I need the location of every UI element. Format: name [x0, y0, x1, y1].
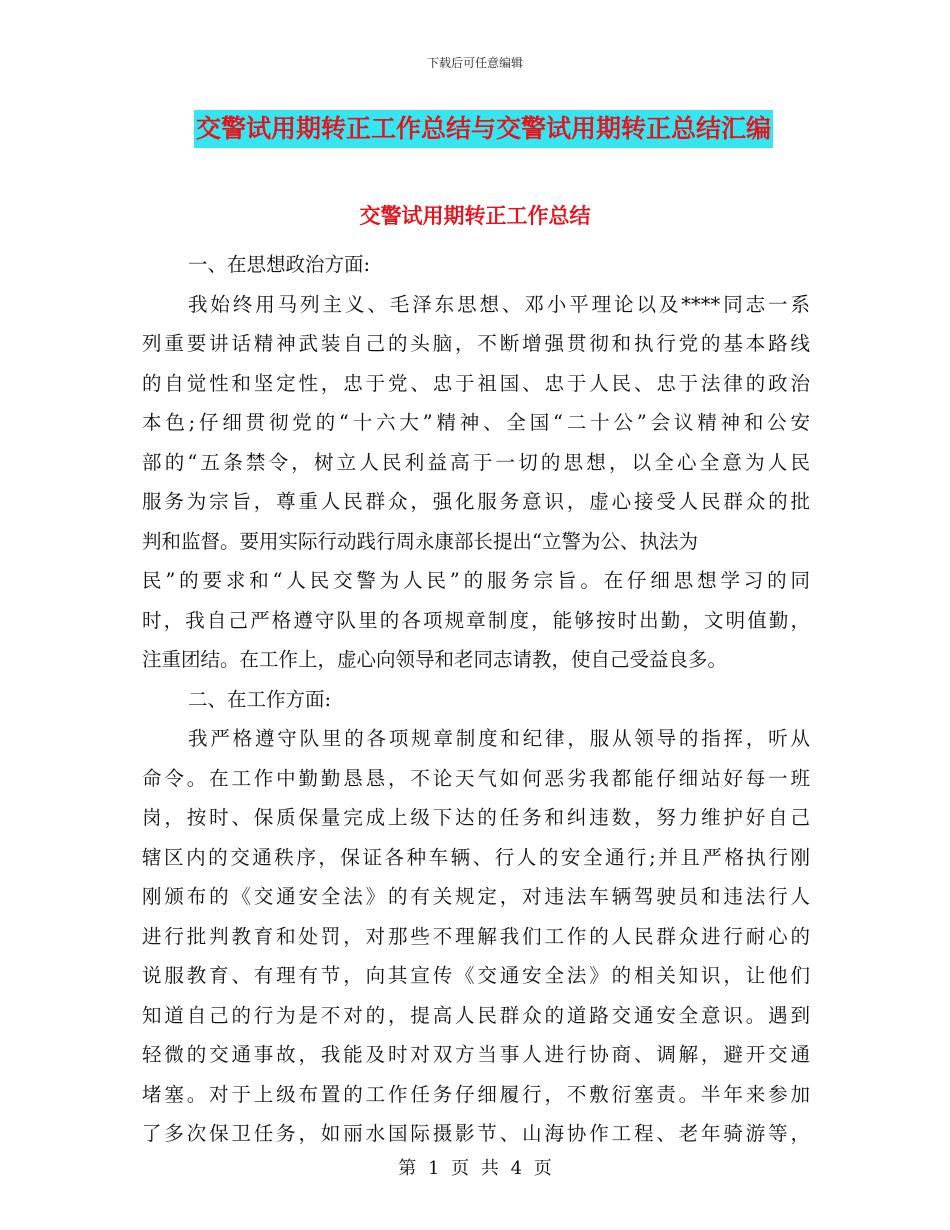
- text-line: 说服教育、有理有节，向其宣传《交通安全法》的相关知识，让他们: [142, 964, 810, 987]
- text-line: 命令。在工作中勤勤恳恳，不论天气如何恶劣我都能仔细站好每一班: [142, 766, 810, 790]
- text-line: 本色;仔细贯彻党的“十六大”精神、全国“二十公”会议精神和公安: [142, 411, 810, 434]
- section-title: 交警试用期转正工作总结: [359, 204, 591, 228]
- text-line: 刚颁布的《交通安全法》的有关规定，对违法车辆驾驶员和违法行人: [142, 885, 810, 908]
- text-line: 辖区内的交通秩序，保证各种车辆、行人的安全通行;并且严格执行刚: [142, 845, 810, 869]
- text-line: 民”的要求和“人民交警为人民”的服务宗旨。在仔细思想学习的同: [142, 569, 810, 592]
- text-line: 我严格遵守队里的各项规章制度和纪律，服从领导的指挥，听从: [188, 727, 810, 750]
- text-line: 服务为宗旨，尊重人民群众，强化服务意识，虚心接受人民群众的批: [142, 490, 810, 513]
- text-line: 知道自己的行为是不对的，提高人民群众的道路交通安全意识。遇到: [142, 1003, 810, 1027]
- page-footer: 第 1 页 共 4 页: [398, 1158, 552, 1179]
- text-line: 注重团结。在工作上，虚心向领导和老同志请教，使自己受益良多。: [142, 648, 728, 671]
- text-line: 二、在工作方面:: [188, 687, 332, 711]
- text-line: 堵塞。对于上级布置的工作任务仔细履行，不敷衍塞责。半年来参加: [142, 1082, 810, 1106]
- document-title: 交警试用期转正工作总结与交警试用期转正总结汇编: [194, 110, 773, 148]
- body-text: [142, 245, 810, 1154]
- text-line: 了多次保卫任务，如丽水国际摄影节、山海协作工程、老年骑游等，: [142, 1122, 810, 1145]
- text-line: 列重要讲话精神武装自己的头脑，不断增强贯彻和执行党的基本路线: [142, 332, 810, 355]
- text-line: 进行批判教育和处罚，对那些不理解我们工作的人民群众进行耐心的: [142, 924, 810, 948]
- text-line: 部的“五条禁令，树立人民利益高于一切的思想，以全心全意为人民: [142, 450, 810, 474]
- text-line: 轻微的交通事故，我能及时对双方当事人进行协商、调解，避开交通: [142, 1043, 810, 1066]
- header-note: 下载后可任意编辑: [426, 56, 523, 70]
- text-line: 时，我自己严格遵守队里的各项规章制度，能够按时出勤，文明值勤，: [142, 608, 810, 632]
- text-line: 的自觉性和坚定性，忠于党、忠于祖国、忠于人民、忠于法律的政治: [142, 371, 810, 395]
- text-line: 岗，按时、保质保量完成上级下达的任务和纠违数，努力维护好自己: [142, 806, 810, 829]
- text-line: 判和监督。要用实际行动践行周永康部长提出“立警为公、执法为: [142, 529, 698, 553]
- text-line: 一、在思想政治方面:: [188, 253, 371, 276]
- text-line: 我始终用马列主义、毛泽东思想、邓小平理论以及****同志一系: [188, 292, 810, 316]
